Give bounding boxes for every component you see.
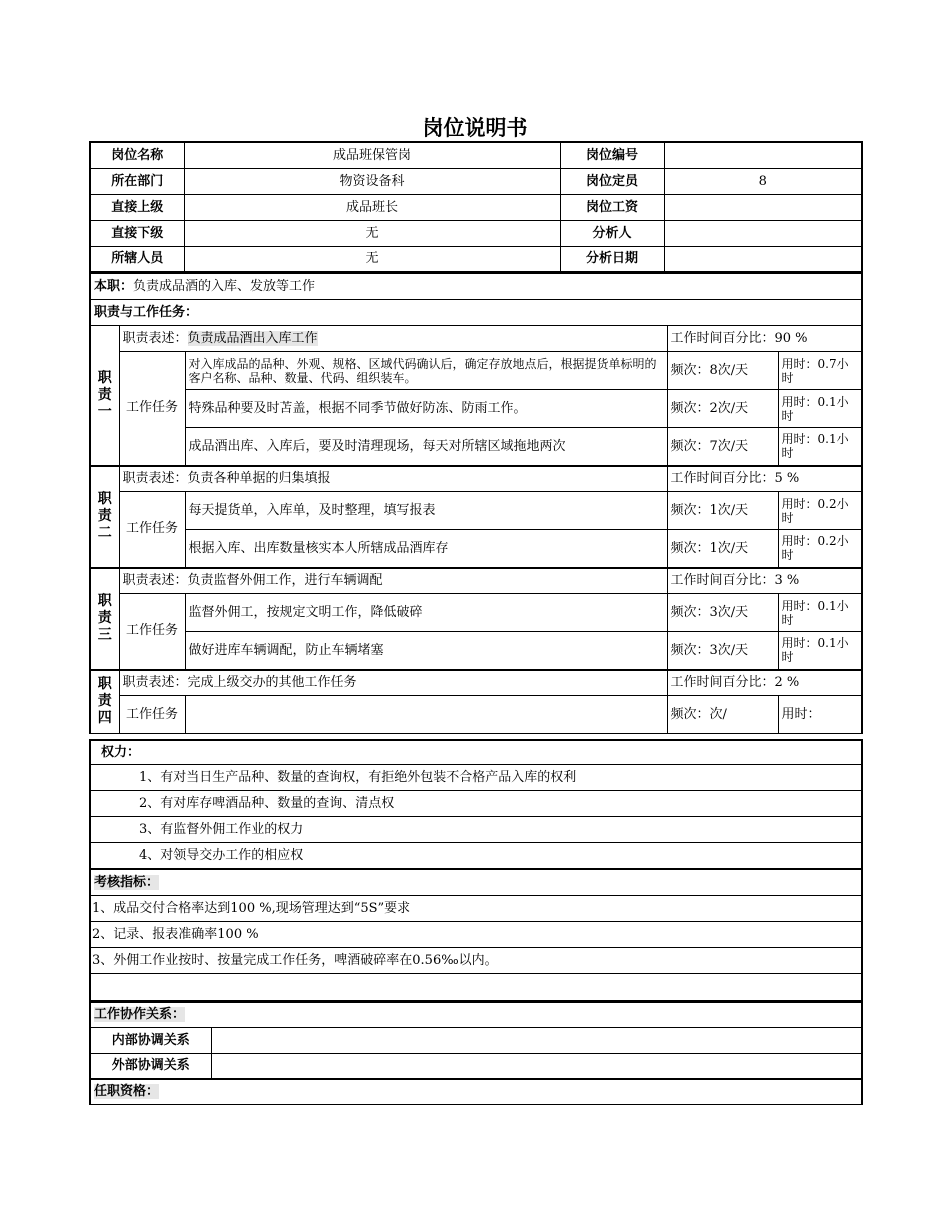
power-table <box>89 739 863 869</box>
task-label: 工作任务 <box>119 696 185 734</box>
kpi-item <box>90 973 862 1000</box>
duties-header: 职责与工作任务： <box>90 300 862 326</box>
task-text: 监督外佣工，按规定文明工作，降低破碎 <box>185 594 667 632</box>
basic-value: 无 <box>184 246 560 272</box>
duty-description <box>119 568 667 594</box>
basic-value: 成品班长 <box>184 194 560 220</box>
basic-info-table <box>89 141 863 273</box>
power-item: 3、有监督外佣工作业的权力 <box>90 816 862 842</box>
qualification-label <box>90 1079 862 1104</box>
power-label: 权力： <box>90 740 862 764</box>
duty-name: 职 责 三 <box>90 568 119 670</box>
basic-value: 无 <box>184 220 560 246</box>
task-frequency: 频次：3次/天 <box>667 632 778 670</box>
duty-time-percent: 工作时间百分比：90 % <box>667 326 862 352</box>
basic-label: 直接上级 <box>90 194 184 220</box>
kpi-item: 1、成品交付合格率达到100 %,现场管理达到“5S”要求 <box>90 895 862 921</box>
basic-label: 岗位工资 <box>560 194 664 220</box>
kpi-item: 3、外佣工作业按时、按量完成工作任务，啤酒破碎率在0.56‰以内。 <box>90 947 862 973</box>
coop-label <box>90 1002 862 1027</box>
power-item: 4、对领导交办工作的相应权 <box>90 842 862 868</box>
task-text: 每天提货单，入库单，及时整理，填写报表 <box>185 492 667 530</box>
task-hours: 用时：0.7小时 <box>778 352 862 390</box>
duty-time-percent: 工作时间百分比：3 % <box>667 568 862 594</box>
benzhi-text: 负责成品酒的入库、发放等工作 <box>133 279 316 294</box>
task-hours: 用时：0.1小时 <box>778 594 862 632</box>
task-frequency: 频次：1次/天 <box>667 530 778 568</box>
task-text: 根据入库、出库数量核实本人所辖成品酒库存 <box>185 530 667 568</box>
coop-table <box>89 1001 863 1105</box>
task-text <box>185 696 667 734</box>
task-frequency: 频次：3次/天 <box>667 594 778 632</box>
basic-label: 直接下级 <box>90 220 184 246</box>
basic-value <box>664 142 862 168</box>
qualification-label-text: 任职资格： <box>94 1084 160 1100</box>
task-frequency: 频次：8次/天 <box>667 352 778 390</box>
duty-time-percent: 工作时间百分比：5 % <box>667 466 862 492</box>
task-label: 工作任务 <box>119 492 185 568</box>
external-coop-label: 外部协调关系 <box>90 1053 211 1079</box>
basic-label: 岗位编号 <box>560 142 664 168</box>
task-frequency: 频次：1次/天 <box>667 492 778 530</box>
basic-label: 分析日期 <box>560 246 664 272</box>
basic-value <box>664 246 862 272</box>
duty-desc-label: 职责表述： <box>122 331 188 346</box>
task-hours: 用时：0.1小时 <box>778 428 862 466</box>
duty-desc-label: 职责表述： <box>122 471 188 487</box>
basic-row <box>90 246 862 272</box>
task-hours: 用时：0.2小时 <box>778 492 862 530</box>
task-label: 工作任务 <box>119 352 185 466</box>
basic-row <box>90 194 862 220</box>
duty-description <box>119 466 667 492</box>
basic-row <box>90 220 862 246</box>
duty-name: 职 责 四 <box>90 670 119 734</box>
basic-value: 8 <box>664 168 862 194</box>
duty-desc-text: 负责成品酒出入库工作 <box>187 331 318 346</box>
basic-label: 所辖人员 <box>90 246 184 272</box>
duty-description <box>119 326 667 352</box>
duty-name: 职 责 二 <box>90 466 119 568</box>
task-hours: 用时：0.2小时 <box>778 530 862 568</box>
basic-label: 分析人 <box>560 220 664 246</box>
duty-time-percent: 工作时间百分比：2 % <box>667 670 862 696</box>
task-text: 做好进库车辆调配，防止车辆堵塞 <box>185 632 667 670</box>
task-text: 特殊品种要及时苫盖，根据不同季节做好防冻、防雨工作。 <box>185 390 667 428</box>
kpi-item: 2、记录、报表准确率100 % <box>90 921 862 947</box>
basic-value: 成品班保管岗 <box>184 142 560 168</box>
basic-value <box>664 220 862 246</box>
kpi-table <box>89 868 863 1001</box>
task-hours: 用时：0.1小时 <box>778 632 862 670</box>
internal-coop-value <box>211 1027 862 1053</box>
task-text: 对入库成品的品种、外观、规格、区域代码确认后，确定存放地点后，根据提货单标明的客户名称、品种、数量、代码、组织装车。 <box>185 352 667 390</box>
task-label: 工作任务 <box>119 594 185 670</box>
page-title: 岗位说明书 <box>422 116 528 140</box>
task-frequency: 频次：7次/天 <box>667 428 778 466</box>
power-item: 1、有对当日生产品种、数量的查询权，有拒绝外包装不合格产品入库的权利 <box>90 764 862 790</box>
basic-value: 物资设备科 <box>184 168 560 194</box>
basic-row <box>90 168 862 194</box>
benzhi-label: 本职： <box>94 279 134 294</box>
basic-label: 岗位定员 <box>560 168 664 194</box>
power-item: 2、有对库存啤酒品种、数量的查询、清点权 <box>90 790 862 816</box>
task-text: 成品酒出库、入库后，要及时清理现场，每天对所辖区域拖地两次 <box>185 428 667 466</box>
duties-table <box>89 325 863 734</box>
benzhi-table <box>89 273 863 326</box>
internal-coop-label: 内部协调关系 <box>90 1027 211 1053</box>
task-hours: 用时： <box>778 696 862 734</box>
task-hours: 用时：0.1小时 <box>778 390 862 428</box>
basic-value <box>664 194 862 220</box>
duty-description <box>119 670 667 696</box>
duty-desc-text: 负责监督外佣工作，进行车辆调配 <box>187 573 383 589</box>
basic-label: 所在部门 <box>90 168 184 194</box>
kpi-label-text: 考核指标： <box>94 874 160 890</box>
basic-label: 岗位名称 <box>90 142 184 168</box>
duty-name: 职 责 一 <box>90 326 119 466</box>
duty-desc-label: 职责表述： <box>122 573 188 589</box>
benzhi-row <box>90 274 862 300</box>
duty-desc-label: 职责表述： <box>122 675 188 691</box>
duty-desc-text: 负责各种单据的归集填报 <box>187 471 331 487</box>
task-frequency: 频次：次/ <box>667 696 778 734</box>
duty-desc-text: 完成上级交办的其他工作任务 <box>187 675 357 691</box>
kpi-label <box>90 869 862 895</box>
coop-label-text: 工作协作关系： <box>94 1007 186 1023</box>
task-frequency: 频次：2次/天 <box>667 390 778 428</box>
external-coop-value <box>211 1053 862 1079</box>
basic-row <box>90 142 862 168</box>
